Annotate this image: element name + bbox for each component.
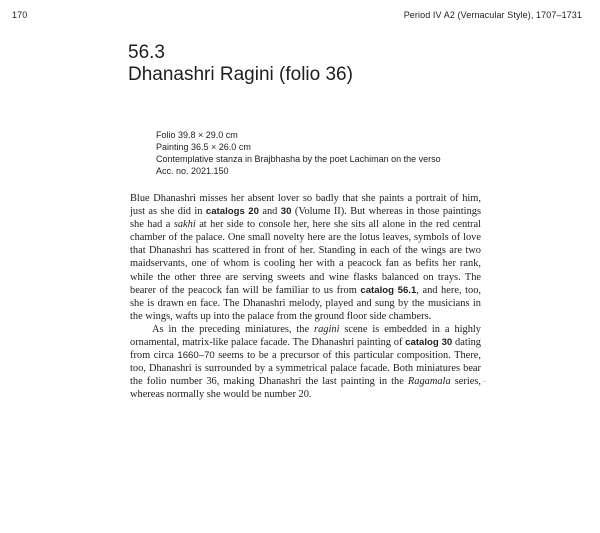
- text-run: scene is embedded in a highly ornamental, matrix-like palace facade. The Dhanashri painting of: [130, 323, 481, 349]
- folio-dimensions: Folio 39.8 × 29.0 cm: [156, 130, 238, 140]
- catalog-reference: catalog 56.1: [360, 284, 417, 296]
- text-run: dating from circa: [130, 337, 481, 362]
- italic-term: ragini: [314, 323, 340, 335]
- text-run: (Volume II). But whereas in those paintings she had a: [130, 206, 482, 231]
- catalog-reference: catalog 30: [405, 337, 453, 349]
- text-run: and: [258, 206, 281, 218]
- paragraph-1: [130, 192, 481, 323]
- entry-title: Dhanashri Ragini (folio 36): [128, 64, 353, 85]
- text-run: , and here, too, she is drawn en face. The Dhanashri melody, played and sung by the musicians in the wings, wafts up into the palace from the ground floor side chambers.: [130, 284, 481, 322]
- text-run: series, whereas normally she would be number 20.: [130, 376, 481, 401]
- entry-number: 56.3: [128, 42, 165, 63]
- body-text: [130, 192, 481, 402]
- text-run: Blue Dhanashri misses her absent lover so badly that she paints a portrait of him, just as she did in: [130, 193, 481, 218]
- catalog-metadata: [156, 129, 448, 177]
- date-range: 1660–70: [177, 350, 215, 362]
- text-run: seems to be a precursor of this particular composition. There, too, Dhanashri is surrounded by a symmetrical palace facade. Both miniatures bear the folio number 36, making Dhanashri the last painting in the: [130, 350, 481, 388]
- catalog-reference: catalogs 20: [205, 206, 259, 218]
- text-run: As in the preceding miniatures, the: [152, 323, 315, 335]
- paragraph-2: [130, 323, 481, 402]
- text-run: at her side to console her, here she sits all alone in the red central chamber of the palace. One small novelty here are the lotus leaves, symbols of love that Dhanashri has scattered in front of her. Standing in each of the wings are two maidservants, one of whom is cooling her with a peacock fan as befits her rank, while the other three are serving sweets and wine flasks balanced on trays. The bearer of the peacock fan will be familiar to us from: [130, 219, 481, 296]
- page-number: 170: [12, 10, 28, 20]
- accession-number: Acc. no. 2021.150: [156, 166, 229, 176]
- italic-term: sakhi: [173, 219, 196, 231]
- running-header: Period IV A2 (Vernacular Style), 1707–1731: [403, 10, 582, 20]
- painting-dimensions: Painting 36.5 × 26.0 cm: [156, 142, 251, 152]
- catalog-reference: 30: [280, 206, 292, 218]
- verso-inscription: Contemplative stanza in Brajbhasha by the poet Lachiman on the verso: [156, 154, 441, 164]
- italic-term: Ragamala: [407, 376, 451, 388]
- stray-mark: [482, 381, 486, 382]
